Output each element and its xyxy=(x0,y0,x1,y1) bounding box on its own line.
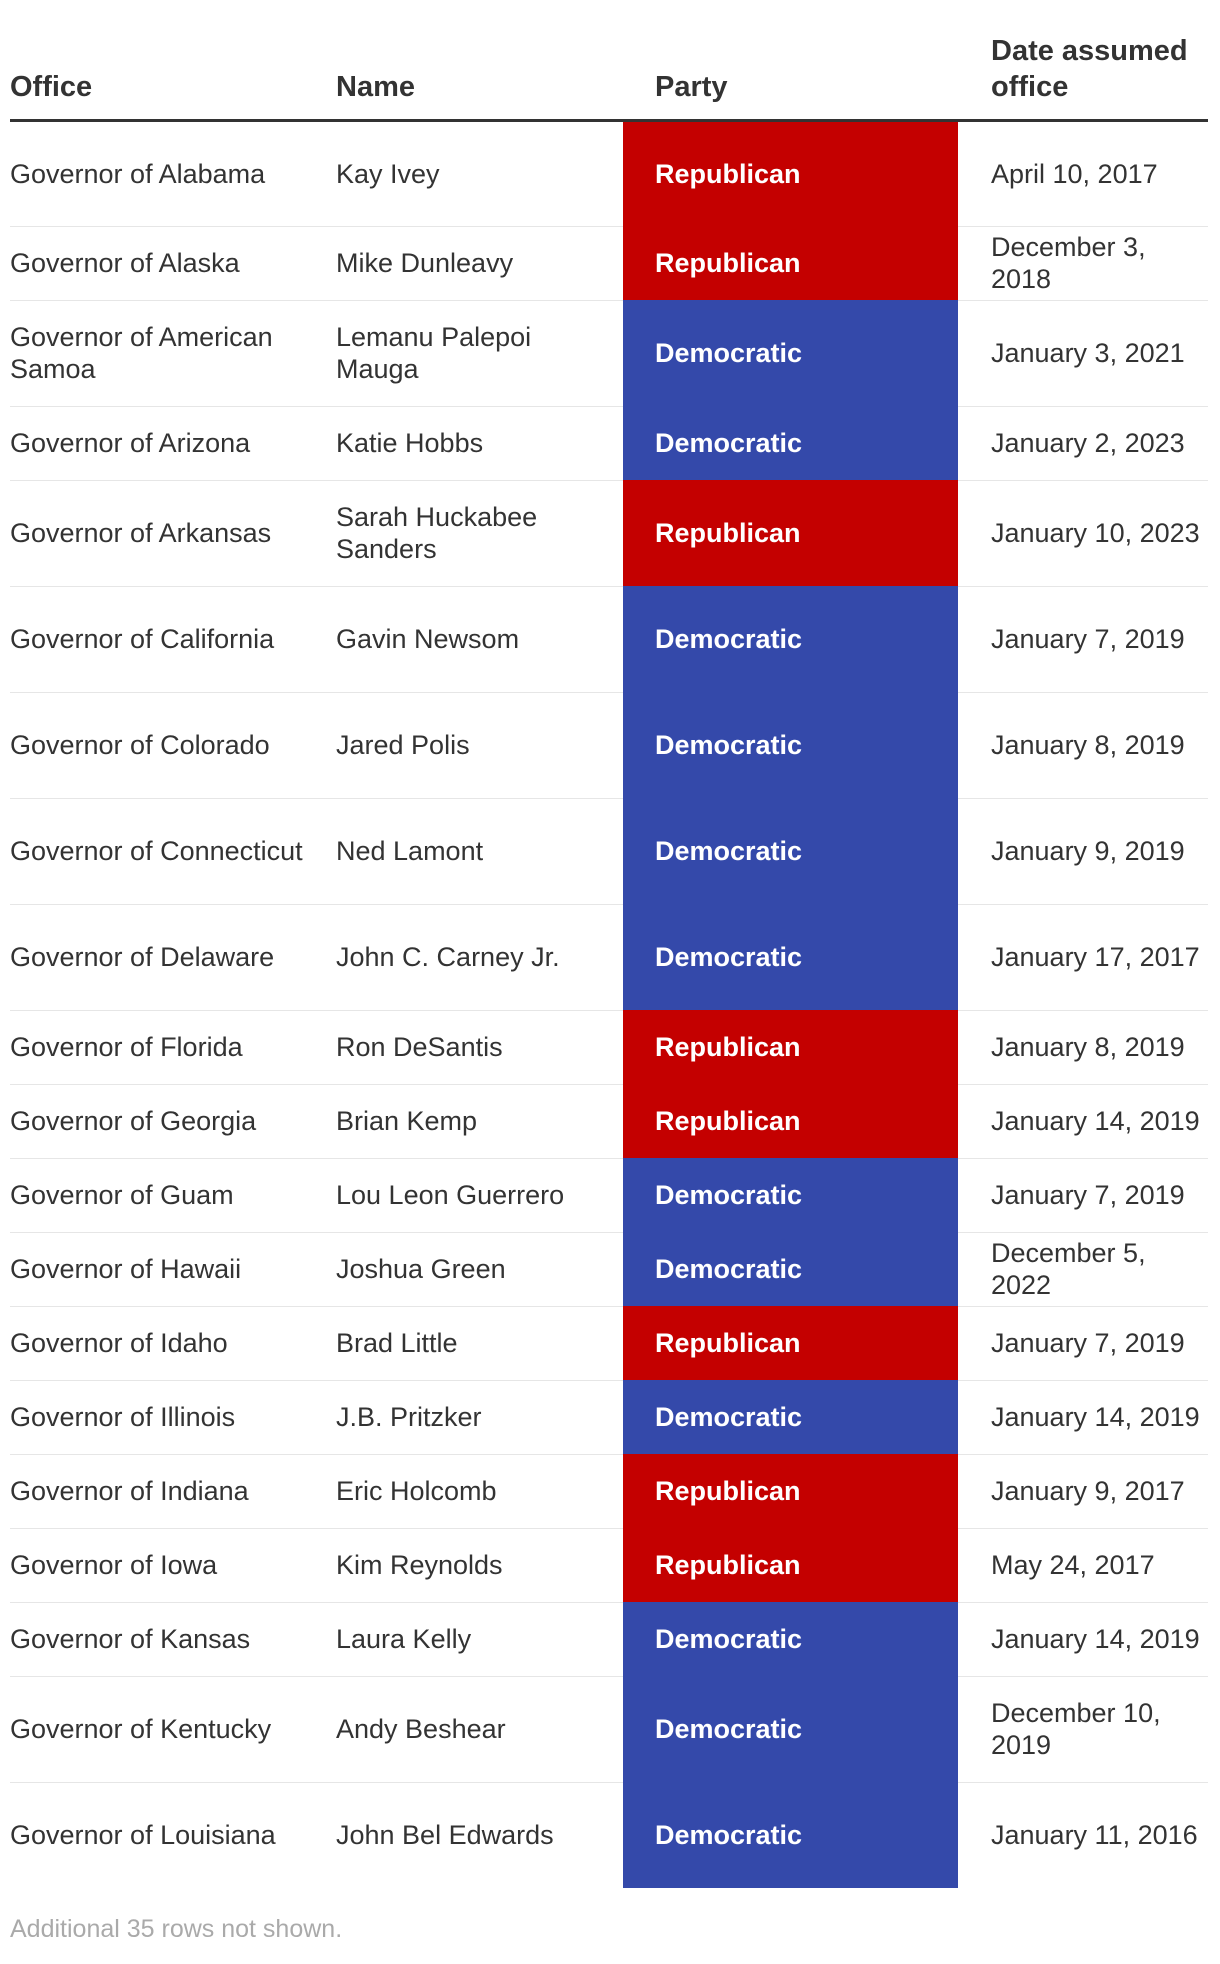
table-row xyxy=(10,1782,1208,1888)
cell-date: January 7, 2019 xyxy=(958,1306,1208,1380)
cell-date: January 17, 2017 xyxy=(958,904,1208,1010)
cell-office: Governor of Kentucky xyxy=(10,1676,336,1782)
cell-office: Governor of Idaho xyxy=(10,1306,336,1380)
cell-name: Brad Little xyxy=(336,1306,623,1380)
cell-office: Governor of Louisiana xyxy=(10,1820,276,1851)
header-row xyxy=(10,32,1208,120)
cell-date: January 11, 2016 xyxy=(991,1820,1198,1851)
cell-party: Democratic xyxy=(623,1676,958,1782)
cell-date: January 8, 2019 xyxy=(958,692,1208,798)
cell-party: Democratic xyxy=(623,1232,958,1306)
cell-name: Eric Holcomb xyxy=(336,1454,623,1528)
cell-name: John Bel Edwards xyxy=(336,1820,554,1851)
cell-name: Kim Reynolds xyxy=(336,1528,623,1602)
cell-office: Governor of Illinois xyxy=(10,1380,336,1454)
cell-office: Governor of Alabama xyxy=(10,120,336,226)
cell-date: January 14, 2019 xyxy=(958,1602,1208,1676)
cell-name: Joshua Green xyxy=(336,1232,623,1306)
rows-not-shown-note: Additional 35 rows not shown. xyxy=(10,1915,343,1943)
table-row xyxy=(10,1380,1208,1454)
table-row xyxy=(10,120,1208,226)
table-row xyxy=(10,1084,1208,1158)
cell-party: Republican xyxy=(623,1454,958,1528)
cell-office: Governor of Indiana xyxy=(10,1454,336,1528)
cell-name: John C. Carney Jr. xyxy=(336,904,623,1010)
cell-party: Republican xyxy=(623,1306,958,1380)
cell-office: Governor of Guam xyxy=(10,1158,336,1232)
table-row xyxy=(10,586,1208,692)
cell-office: Governor of California xyxy=(10,586,336,692)
cell-name: Lou Leon Guerrero xyxy=(336,1158,623,1232)
cell-name: Laura Kelly xyxy=(336,1602,623,1676)
cell-name: Ned Lamont xyxy=(336,798,623,904)
cell-party: Democratic xyxy=(623,904,958,1010)
cell-date: December 10, 2019 xyxy=(958,1676,1208,1782)
cell-date: April 10, 2017 xyxy=(958,120,1208,226)
table-row xyxy=(10,1528,1208,1602)
cell-party: Democratic xyxy=(623,1602,958,1676)
cell-party: Democratic xyxy=(623,586,958,692)
cell-date: December 3, 2018 xyxy=(958,226,1208,300)
cell-party: Democratic xyxy=(623,406,958,480)
cell-name: Ron DeSantis xyxy=(336,1010,623,1084)
cell-party: Republican xyxy=(623,1010,958,1084)
cell-party: Republican xyxy=(623,120,958,226)
cell-party: Democratic xyxy=(623,692,958,798)
table-row xyxy=(10,798,1208,904)
table-row xyxy=(10,692,1208,798)
cell-name: Sarah Huckabee Sanders xyxy=(336,480,623,586)
table-row xyxy=(10,406,1208,480)
cell-office: Governor of Arizona xyxy=(10,406,336,480)
cell-name: Brian Kemp xyxy=(336,1084,623,1158)
table-body xyxy=(10,120,1208,1888)
table-row xyxy=(10,300,1208,406)
cell-office: Governor of Florida xyxy=(10,1010,336,1084)
table-header xyxy=(10,32,1208,120)
cell-date: January 2, 2023 xyxy=(958,406,1208,480)
cell-date: January 9, 2019 xyxy=(958,798,1208,904)
governors-table xyxy=(10,32,1208,1888)
cell-date: January 3, 2021 xyxy=(958,300,1208,406)
column-header-name[interactable]: Name xyxy=(336,32,623,120)
cell-party: Democratic xyxy=(623,1380,958,1454)
cell-party: Republican xyxy=(623,480,958,586)
column-header-party[interactable]: Party xyxy=(623,32,958,120)
cell-name: Jared Polis xyxy=(336,692,623,798)
cell-party: Republican xyxy=(623,226,958,300)
cell-date: January 9, 2017 xyxy=(958,1454,1208,1528)
cell-party: Democratic xyxy=(623,300,958,406)
cell-date: January 7, 2019 xyxy=(958,1158,1208,1232)
table-row xyxy=(10,1602,1208,1676)
cell-date: December 5, 2022 xyxy=(958,1232,1208,1306)
cell-name: Gavin Newsom xyxy=(336,586,623,692)
cell-party: Democratic xyxy=(623,1158,958,1232)
table-row xyxy=(10,1306,1208,1380)
cell-name: Andy Beshear xyxy=(336,1676,623,1782)
cell-office: Governor of American Samoa xyxy=(10,300,336,406)
cell-party: Republican xyxy=(623,1528,958,1602)
cell-office: Governor of Delaware xyxy=(10,904,336,1010)
cell-office: Governor of Alaska xyxy=(10,226,336,300)
cell-party: Republican xyxy=(623,1084,958,1158)
table-row xyxy=(10,480,1208,586)
cell-office: Governor of Colorado xyxy=(10,692,336,798)
cell-office: Governor of Connecticut xyxy=(10,798,336,904)
cell-name: Kay Ivey xyxy=(336,120,623,226)
table-row xyxy=(10,226,1208,300)
table-row xyxy=(10,1676,1208,1782)
cell-date: January 10, 2023 xyxy=(958,480,1208,586)
column-header-office[interactable]: Office xyxy=(10,32,336,120)
cell-date: January 14, 2019 xyxy=(958,1380,1208,1454)
cell-party: Democratic xyxy=(623,1782,958,1888)
table-row xyxy=(10,1158,1208,1232)
table-row xyxy=(10,904,1208,1010)
cell-name: Mike Dunleavy xyxy=(336,226,623,300)
cell-date: January 7, 2019 xyxy=(958,586,1208,692)
cell-party: Democratic xyxy=(623,798,958,904)
cell-date: January 14, 2019 xyxy=(958,1084,1208,1158)
cell-office: Governor of Arkansas xyxy=(10,480,336,586)
cell-office: Governor of Iowa xyxy=(10,1528,336,1602)
cell-office: Governor of Hawaii xyxy=(10,1232,336,1306)
cell-name: J.B. Pritzker xyxy=(336,1380,623,1454)
column-header-date[interactable]: Date assumed office xyxy=(958,32,1208,120)
cell-name: Katie Hobbs xyxy=(336,406,623,480)
cell-date: May 24, 2017 xyxy=(958,1528,1208,1602)
cell-office: Governor of Kansas xyxy=(10,1602,336,1676)
table-row xyxy=(10,1454,1208,1528)
cell-name: Lemanu Palepoi Mauga xyxy=(336,300,623,406)
cell-office: Governor of Georgia xyxy=(10,1084,336,1158)
table-row xyxy=(10,1010,1208,1084)
cell-date: January 8, 2019 xyxy=(958,1010,1208,1084)
table-row xyxy=(10,1232,1208,1306)
